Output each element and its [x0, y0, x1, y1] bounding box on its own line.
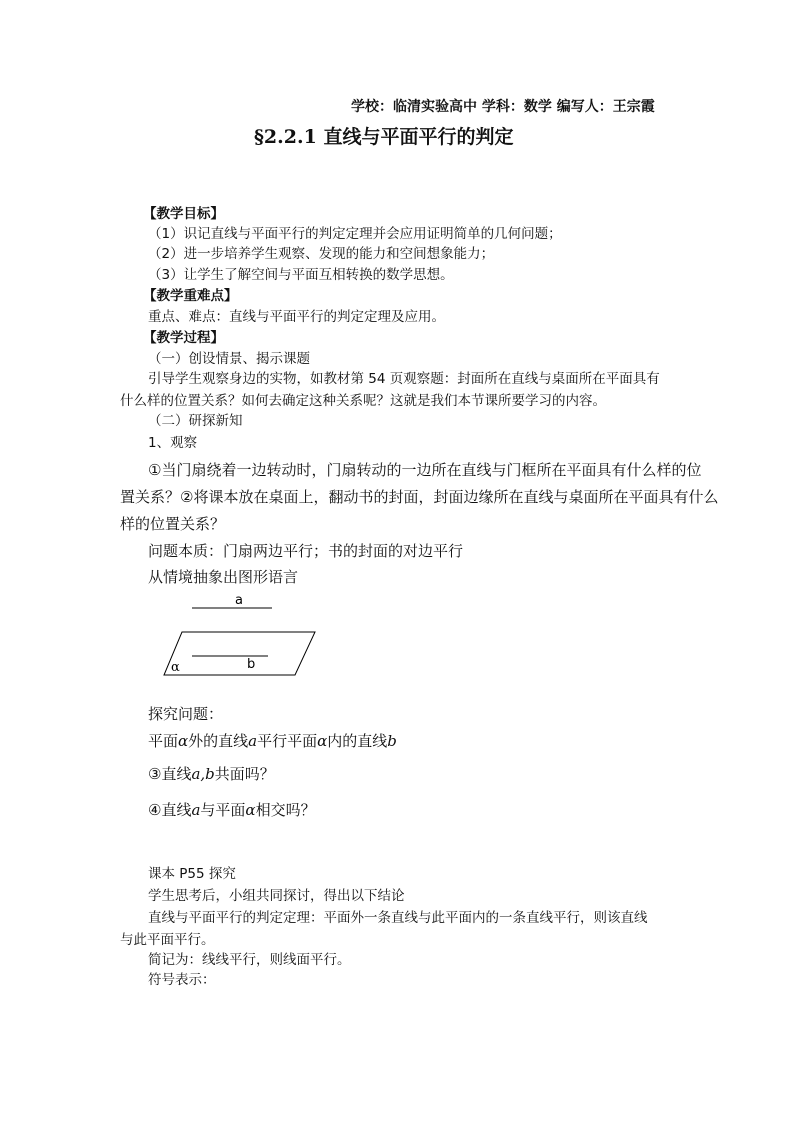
goal-item-3: （3）让学生了解空间与平面互相转换的数学思想。: [148, 267, 454, 283]
goal-item-1: （1）识记直线与平面平行的判定定理并会应用证明简单的几何问题；: [148, 226, 562, 242]
symbol-b: b: [387, 732, 397, 750]
goal-item-2: （2）进一步培养学生观察、发现的能力和空间想象能力；: [148, 246, 495, 262]
statement-part-3: 平行平面: [257, 732, 318, 750]
symbol-a: a: [191, 801, 201, 819]
abstract-text: 从情境抽象出图形语言: [148, 568, 299, 586]
discussion-text: 学生思考后，小组共同探讨，得出以下结论: [148, 888, 405, 904]
symbol-ab: a,b: [191, 765, 215, 783]
part2-title: （二）研探新知: [148, 413, 243, 429]
observe-title: 1、观察: [148, 435, 198, 451]
q3-prefix: ③直线: [148, 765, 192, 783]
explore-statement: [148, 733, 397, 749]
question-3: [148, 766, 275, 782]
symbol-alpha: α: [245, 801, 256, 819]
observe-line2: 置关系？②将课本放在桌面上，翻动书的封面，封面边缘所在直线与桌面所在平面具有什么: [120, 488, 719, 506]
symbol-alpha: α: [317, 732, 328, 750]
statement-part-2: 外的直线: [188, 732, 249, 750]
symbol-alpha: α: [178, 732, 189, 750]
observe-line1: ①当门扇绕着一边转动时，门扇转动的一边所在直线与门框所在平面具有什么样的位: [148, 461, 702, 479]
part1-title: （一）创设情景、揭示课题: [148, 351, 310, 367]
plane-label: α: [171, 660, 180, 675]
page-title: §2.2.1 直线与平面平行的判定: [254, 126, 514, 148]
header-info: 学校：临清实验高中 学科：数学 编写人：王宗霞: [351, 99, 655, 115]
goals-heading: 【教学目标】: [143, 206, 224, 222]
line-b-label: b: [247, 657, 256, 672]
question-4: [148, 802, 316, 818]
explore-heading: 探究问题：: [148, 705, 224, 723]
observe-line3: 样的位置关系？: [120, 515, 226, 533]
symbol-notation: 符号表示：: [148, 972, 216, 988]
theorem-line1: 直线与平面平行的判定定理：平面外一条直线与此平面内的一条直线平行，则该直线: [148, 910, 648, 926]
keypoints-text: 重点、难点：直线与平面平行的判定定理及应用。: [148, 309, 445, 325]
symbol-a: a: [248, 732, 258, 750]
statement-part-1: 平面: [148, 732, 179, 750]
q4-prefix: ④直线: [148, 801, 192, 819]
textbook-reference: 课本 P55 探究: [148, 866, 236, 882]
line-a-label: a: [235, 593, 243, 608]
line-plane-diagram: [160, 590, 330, 685]
essence-text: 问题本质：门扇两边平行；书的封面的对边平行: [148, 542, 464, 560]
theorem-short: 简记为：线线平行，则线面平行。: [148, 952, 351, 968]
q3-suffix: 共面吗？: [214, 765, 275, 783]
process-heading: 【教学过程】: [143, 330, 224, 346]
q4-suffix: 相交吗？: [255, 801, 316, 819]
plane-parallelogram: [164, 632, 315, 675]
keypoints-heading: 【教学重难点】: [143, 288, 238, 304]
statement-part-4: 内的直线: [327, 732, 388, 750]
q4-middle: 与平面: [200, 801, 246, 819]
part1-line2: 什么样的位置关系？如何去确定这种关系呢？这就是我们本节课所要学习的内容。: [120, 393, 606, 409]
theorem-line2: 与此平面平行。: [120, 932, 215, 948]
part1-line1: 引导学生观察身边的实物，如教材第 54 页观察题：封面所在直线与桌面所在平面具有: [148, 371, 660, 387]
